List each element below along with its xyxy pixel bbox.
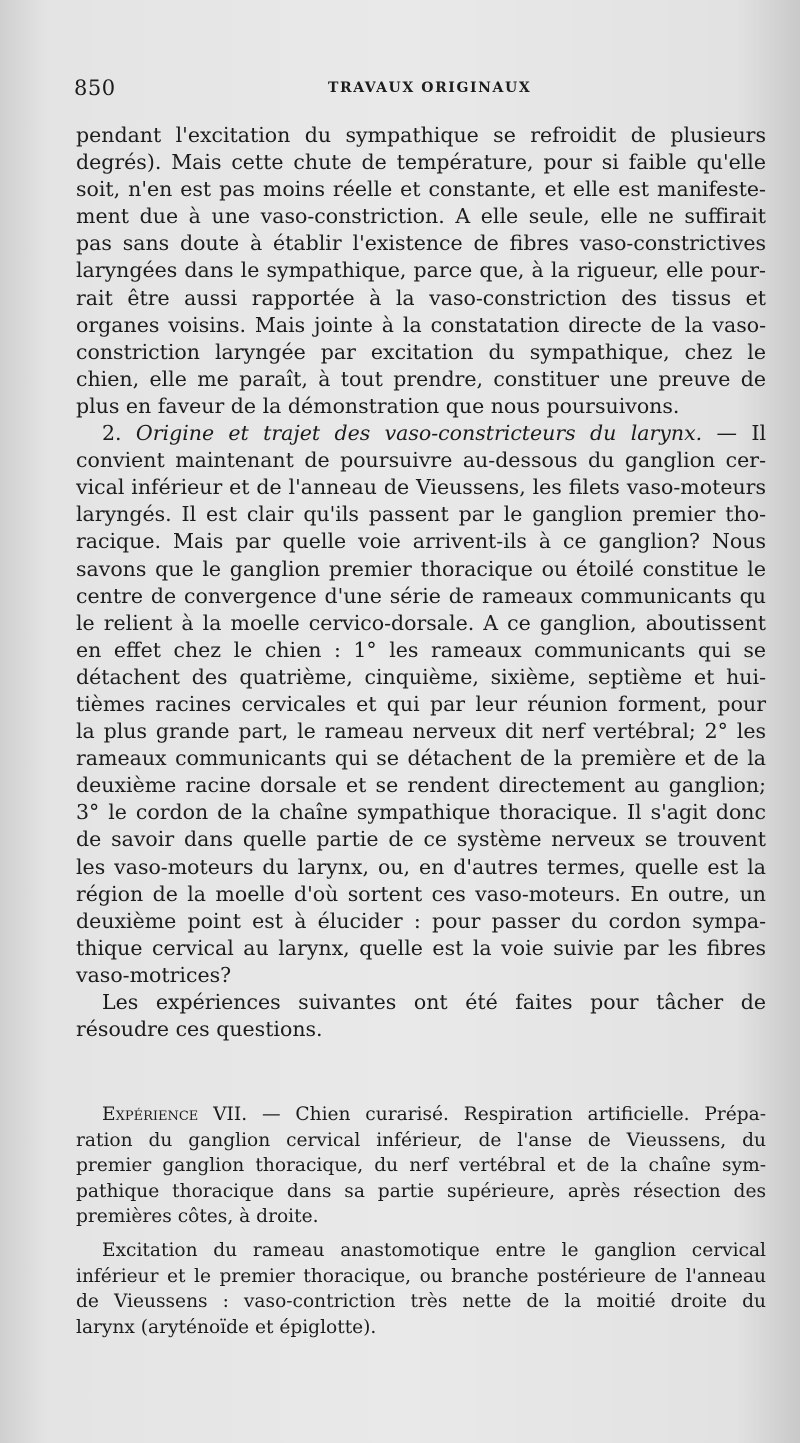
text-line: rameaux communicants qui se détachent de la première et de la xyxy=(76,746,766,771)
experience-line: premières côtes, à droite. xyxy=(76,1206,319,1228)
text-line: tièmes racines cervicales et qui par leur réunion forment, pour xyxy=(76,691,766,716)
experience-line: pathique thoracique dans sa partie supérieure, après résection des xyxy=(76,1180,766,1202)
text-line: vaso-motrices? xyxy=(76,962,232,987)
experience-block xyxy=(76,1102,766,1340)
text-line: vical inférieur et de l'anneau de Vieussens, les filets vaso-moteurs xyxy=(76,475,766,500)
main-text xyxy=(76,122,766,1043)
text-line: pas sans doute à établir l'existence de fibres vaso-constrictives xyxy=(76,231,766,256)
running-title: TRAVAUX ORIGINAUX xyxy=(328,80,532,96)
text-line: chien, elle me paraît, à tout prendre, constituer une preuve de xyxy=(76,366,766,391)
text-line: ment due à une vaso-constriction. A elle seule, elle ne suffirait xyxy=(76,204,766,229)
text-line: résoudre ces questions. xyxy=(76,1017,323,1042)
experience-line: premier ganglion thoracique, du nerf vertébral et de la chaîne sym- xyxy=(76,1155,766,1177)
page-number: 850 xyxy=(74,76,116,100)
experience-first-line xyxy=(76,1102,766,1128)
text-line: pendant l'excitation du sympathique se refroidit de plusieurs xyxy=(76,123,766,147)
text-line: la plus grande part, le rameau nerveux dit nerf vertébral; 2° les xyxy=(76,719,766,744)
paragraph-gap xyxy=(76,1230,766,1238)
experience-line: Excitation du rameau anastomotique entre le ganglion cervical xyxy=(102,1239,766,1261)
section-heading-rest: — Il xyxy=(702,421,766,446)
text-line: 3° le cordon de la chaîne sympathique thoracique. Il s'agit donc xyxy=(76,800,766,825)
text-line: plus en faveur de la démonstration que nous poursuivons. xyxy=(76,393,680,418)
text-line: les vaso-moteurs du larynx, ou, en d'autres termes, quelle est la xyxy=(76,854,766,879)
text-line: deuxième point est à élucider : pour passer du cordon sympa- xyxy=(76,908,766,933)
text-line: le relient à la moelle cervico-dorsale. A ce ganglion, aboutissent xyxy=(76,610,766,635)
experience-line: de Vieussens : vaso-contriction très nette de la moitié droite du xyxy=(76,1291,766,1313)
text-line: laryngées dans le sympathique, parce que, à la rigueur, elle pour- xyxy=(76,258,766,283)
text-line: centre de convergence d'une série de rameaux communicants qu xyxy=(76,583,766,608)
text-line: organes voisins. Mais jointe à la constatation directe de la vaso- xyxy=(76,312,766,337)
section-title: Origine et trajet des vaso-constricteurs du larynx. xyxy=(135,421,703,446)
experience-label: Expérience VII. xyxy=(102,1104,248,1125)
experience-line: larynx (aryténoïde et épiglotte). xyxy=(76,1316,377,1338)
running-head xyxy=(74,76,774,106)
text-line: thique cervical au larynx, quelle est la voie suivie par les fibres xyxy=(76,935,766,960)
text-line: de savoir dans quelle partie de ce système nerveux se trouvent xyxy=(76,827,766,852)
text-line: soit, n'en est pas moins réelle et constante, et elle est manifeste- xyxy=(76,177,766,202)
text-line: racique. Mais par quelle voie arrivent-ils à ce ganglion? Nous xyxy=(76,529,766,554)
text-line: en effet chez le chien : 1° les rameaux communicants qui se xyxy=(76,637,766,662)
text-line: détachent des quatrième, cinquième, sixième, septième et hui- xyxy=(76,664,766,689)
text-line: convient maintenant de poursuivre au-dessous du ganglion cer- xyxy=(76,448,766,473)
text-line: constriction laryngée par excitation du sympathique, chez le xyxy=(76,339,766,364)
section-heading-line xyxy=(76,420,766,447)
section-number: 2. xyxy=(102,421,122,446)
text-line: région de la moelle d'où sortent ces vaso-moteurs. En outre, un xyxy=(76,881,766,906)
experience-first-line-rest: — Chien curarisé. Respiration artificielle. Prépa- xyxy=(247,1104,766,1125)
text-line: deuxième racine dorsale et se rendent directement au ganglion; xyxy=(76,773,766,798)
text-line: rait être aussi rapportée à la vaso-constriction des tissus et xyxy=(76,285,766,310)
text-line: laryngés. Il est clair qu'ils passent par le ganglion premier tho- xyxy=(76,502,766,527)
experience-line: ration du ganglion cervical inférieur, de l'anse de Vieussens, du xyxy=(76,1129,766,1151)
text-line: savons que le ganglion premier thoracique ou étoilé constitue le xyxy=(76,556,766,581)
text-line: degrés). Mais cette chute de température, pour si faible qu'elle xyxy=(76,150,766,175)
experience-line: inférieur et le premier thoracique, ou branche postérieure de l'anneau xyxy=(76,1265,766,1287)
text-line: Les expériences suivantes ont été faites pour tâcher de xyxy=(102,990,766,1014)
